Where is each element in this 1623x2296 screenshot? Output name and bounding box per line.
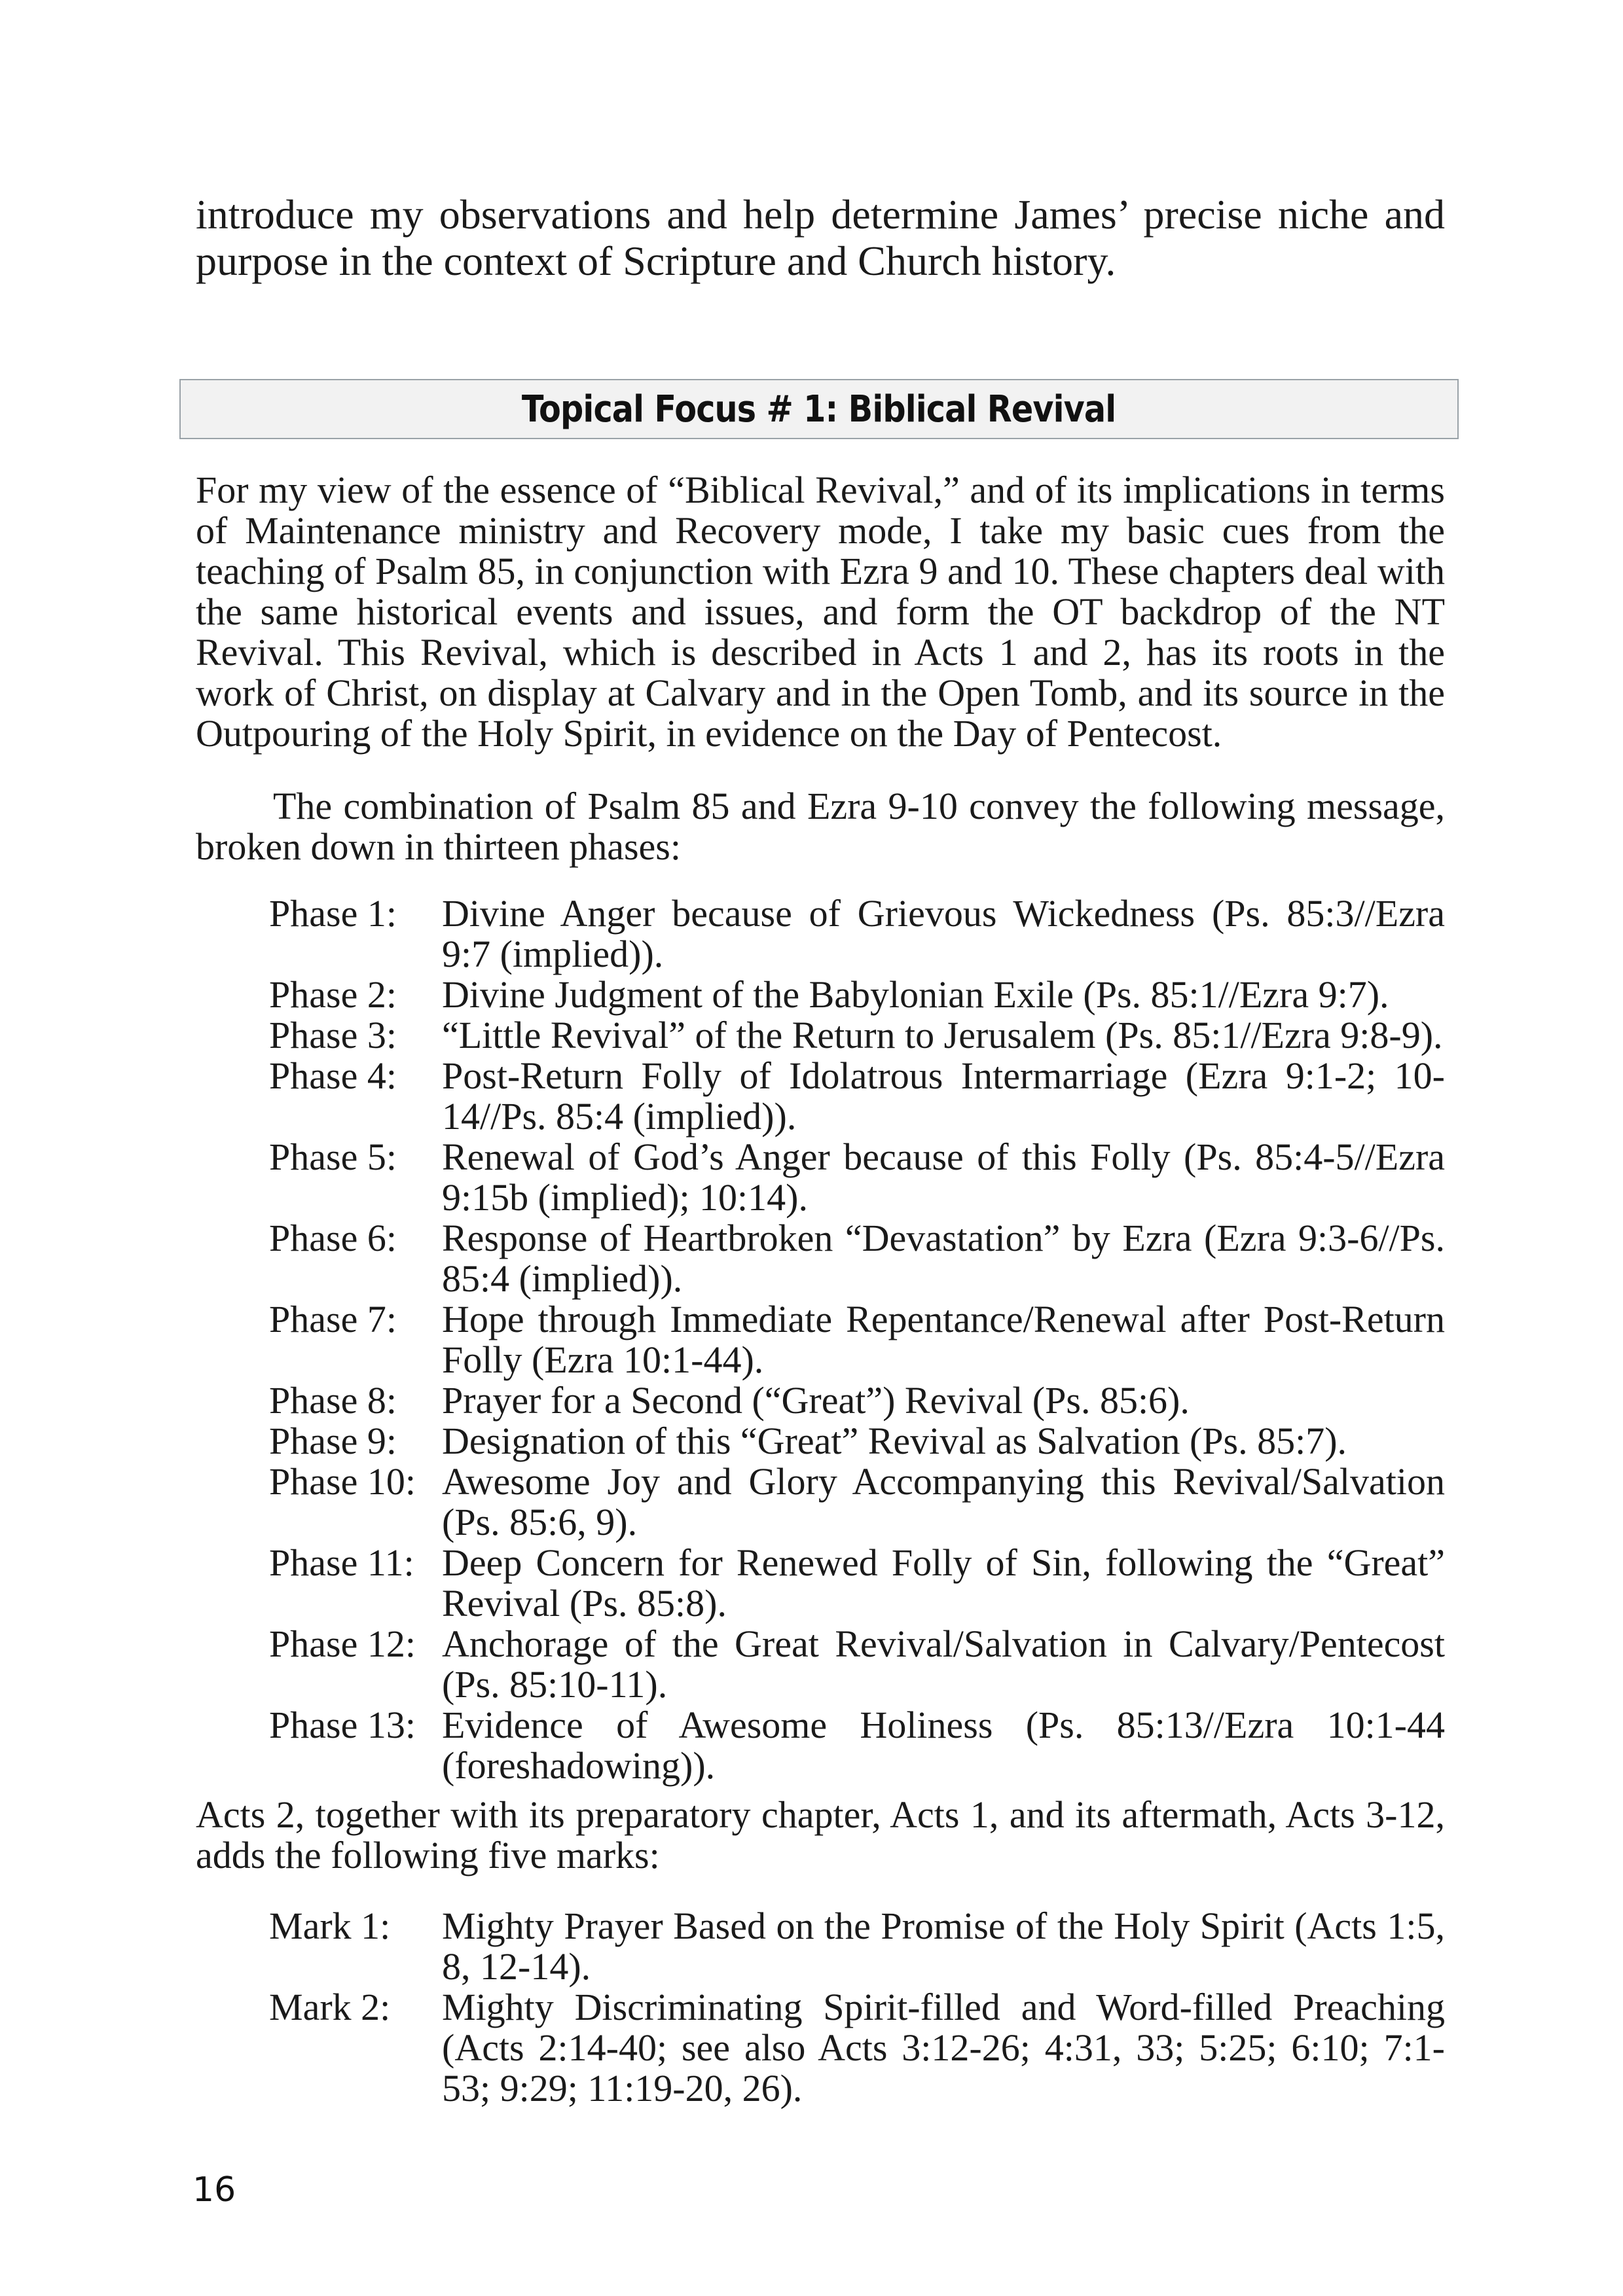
phase-label: Phase 8: [269, 1379, 397, 1422]
list-item [196, 1015, 1445, 1056]
list-item [196, 893, 1445, 975]
phase-label: Phase 10: [269, 1460, 416, 1503]
mark-label: Mark 2: [269, 1986, 391, 2028]
list-item [196, 1380, 1445, 1421]
phase-label: Phase 6: [269, 1217, 397, 1259]
phase-text: Awesome Joy and Glory Accompanying this Revival/Salvation (Ps. 85:6, 9). [442, 1460, 1445, 1543]
phase-label: Phase 13: [269, 1704, 416, 1746]
phase-text: Divine Judgment of the Babylonian Exile (Ps. 85:1//Ezra 9:7). [442, 973, 1389, 1016]
mark-label: Mark 1: [269, 1905, 391, 1947]
phase-text: Designation of this “Great” Revival as Salvation (Ps. 85:7). [442, 1420, 1347, 1462]
body-paragraph-2: The combination of Psalm 85 and Ezra 9-10 convey the following message, broken down in thirteen phases: [196, 785, 1445, 868]
phase-text: Renewal of God’s Anger because of this Folly (Ps. 85:4-5//Ezra 9:15b (implied); 10:14). [442, 1136, 1445, 1219]
page-number: 16 [192, 2170, 236, 2210]
phase-label: Phase 7: [269, 1298, 397, 1340]
phase-label: Phase 11: [269, 1541, 414, 1584]
phase-text: Hope through Immediate Repentance/Renewal after Post-Return Folly (Ezra 10:1-44). [442, 1298, 1445, 1381]
list-item [196, 1987, 1445, 2109]
list-item [196, 1299, 1445, 1380]
list-item [196, 1906, 1445, 1987]
phase-text: Divine Anger because of Grievous Wickedness (Ps. 85:3//Ezra 9:7 (implied)). [442, 892, 1445, 975]
intro-paragraph: introduce my observations and help determine James’ precise niche and purpose in the context of Scripture and Church history. [196, 191, 1445, 284]
phase-text: Response of Heartbroken “Devastation” by Ezra (Ezra 9:3-6//Ps. 85:4 (implied)). [442, 1217, 1445, 1300]
phase-text: “Little Revival” of the Return to Jerusalem (Ps. 85:1//Ezra 9:8-9). [442, 1014, 1443, 1056]
phase-text: Anchorage of the Great Revival/Salvation in Calvary/Pentecost (Ps. 85:10-11). [442, 1623, 1445, 1706]
list-item [196, 1218, 1445, 1299]
list-item [196, 1137, 1445, 1218]
list-item [196, 1462, 1445, 1543]
phase-label: Phase 12: [269, 1623, 416, 1665]
list-item [196, 1543, 1445, 1624]
phase-label: Phase 4: [269, 1054, 397, 1097]
mark-text: Mighty Prayer Based on the Promise of the Holy Spirit (Acts 1:5, 8, 12-14). [442, 1905, 1445, 1988]
phase-label: Phase 1: [269, 892, 397, 935]
mark-text: Mighty Discriminating Spirit-filled and Word-filled Preaching (Acts 2:14-40; see also Acts 3:12-26; 4:31, 33; 5:25; 6:10; 7:1-53; 9:29; 11:19-20, 26). [442, 1986, 1445, 2109]
list-item [196, 1056, 1445, 1137]
phase-label: Phase 5: [269, 1136, 397, 1178]
body-paragraph-1: For my view of the essence of “Biblical Revival,” and of its implications in terms of Maintenance ministry and Recovery mode, I take my basic cues from the teaching of Psalm 85, in conjunction with Ezra 9 and 10. These chapters deal with the same historical events and issues, and form the OT backdrop of the NT Revival. This Revival, which is described in Acts 1 and 2, has its roots in the work of Christ, on display at Calvary and in the Open Tomb, and its source in the Outpouring of the Holy Spirit, in evidence on the Day of Pentecost. [196, 469, 1445, 755]
mark-list [196, 1906, 1445, 2109]
phase-label: Phase 2: [269, 973, 397, 1016]
list-item [196, 975, 1445, 1015]
list-item [196, 1421, 1445, 1462]
section-heading-box [179, 379, 1459, 439]
phase-list [196, 893, 1445, 1786]
body-paragraph-3: Acts 2, together with its preparatory chapter, Acts 1, and its aftermath, Acts 3-12, adds the following five marks: [196, 1793, 1445, 1876]
section-heading: Topical Focus # 1: Biblical Revival [522, 387, 1116, 431]
list-item [196, 1705, 1445, 1786]
phase-label: Phase 3: [269, 1014, 397, 1056]
phase-text: Deep Concern for Renewed Folly of Sin, following the “Great” Revival (Ps. 85:8). [442, 1541, 1445, 1624]
phase-text: Prayer for a Second (“Great”) Revival (Ps. 85:6). [442, 1379, 1190, 1422]
phase-label: Phase 9: [269, 1420, 397, 1462]
phase-text: Evidence of Awesome Holiness (Ps. 85:13//Ezra 10:1-44 (foreshadowing)). [442, 1704, 1445, 1787]
list-item [196, 1624, 1445, 1705]
phase-text: Post-Return Folly of Idolatrous Intermarriage (Ezra 9:1-2; 10-14//Ps. 85:4 (implied)). [442, 1054, 1445, 1138]
